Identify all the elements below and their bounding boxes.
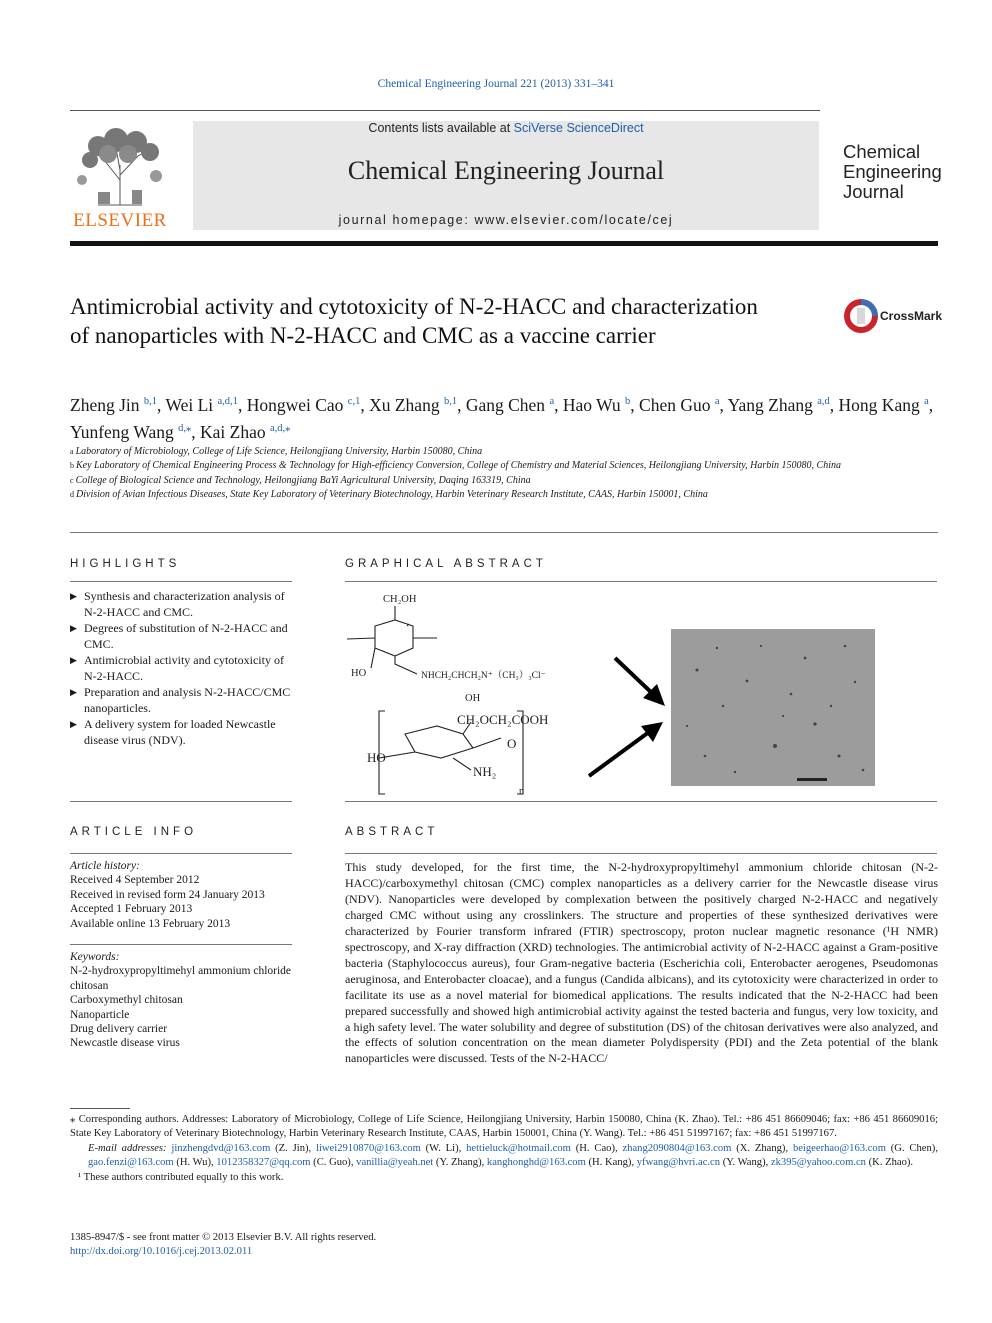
affiliation: $^d$ Division of Avian Infectious Diseases, State Key Laboratory of Veterinary Biotechnology, Harbin Veterinary Research Institute, CAAS, Harbin 150001, China bbox=[70, 489, 708, 501]
corresponding-note: ⁎ Corresponding authors. Addresses: Laboratory of Microbiology, College of Life Science, Heilongjiang University, Harbin 150080, China (K. Zhao). Tel.: +86 451 86609046; fax: +86 451 86609016; State Key Laboratory of Veterinary Biotechnology, Harbin Veterinary Research Institute, CAAS, Harbin 150001, China (Y. Wang). Tel.: +86 451 51997167; fax: +86 451 51997167. bbox=[70, 1114, 938, 1140]
nh2-label: NH₂ bbox=[473, 764, 497, 779]
header-rule bbox=[70, 110, 820, 111]
divider bbox=[70, 581, 292, 582]
abstract-text: This study developed, for the first time, the N-2-hydroxypropyltimehyl ammonium chloride chitosan (N-2-HACC)/carboxymethyl chitosan (CMC) complex nanoparticles as a delivery carrier for the Newcastle disease virus (NDV). Nanoparticles were developed by complexation between the positively charged N-2-HACC and negatively charged CMC without using any crosslinkers. The structure and properties of these synthesized derivatives were characterized by Fourier transform infrared (FTIR) spectroscopy, proton nuclear magnetic resonance (¹H NMR) spectroscopy, and X-ray diffraction (XRD) technologies. The antimicrobial activity of N-2-HACC against a Gram-positive bacteria (Staphylococcus aureus), four Gram-negative bacteria (Escherichia coli, Enterobacter aerogenes, Pseudomonas aeruginosa, and Enterobacter cloacae), and a fungus (Candida albicans), and its cytotoxicity were characterized in order to facilitate its use as a novel material for biomedical applications. The results indicated that the N-2-HACC had been prepared successfully and showed high antimicrobial activity against the tested bacteria and fungus, very low toxicity, and a high safety level. The water solubility and degree of substitution (DS) of the chitosan derivatives were also analyzed, and the effects of solution concentration on the mean diameter Polydispersity (PDI) and the Zeta potential of the blank nanoparticles were discussed. Tests of the N-2-HACC/ bbox=[345, 860, 938, 1066]
article-history bbox=[70, 859, 294, 931]
author[interactable]: Chen Guo $^a$ bbox=[639, 394, 720, 415]
author[interactable]: Yang Zhang $^{a,d}$ bbox=[727, 394, 830, 415]
n-label: n bbox=[519, 786, 524, 797]
crossmark-label[interactable]: CrossMark bbox=[880, 309, 943, 323]
doi-link[interactable]: http://dx.doi.org/10.1016/j.cej.2013.02.011 bbox=[70, 1246, 253, 1258]
sciencedirect-link[interactable]: SciVerse ScienceDirect bbox=[513, 121, 644, 135]
journal-homepage-link[interactable]: journal homepage: www.elsevier.com/locate/cej bbox=[338, 213, 674, 227]
journal-name: Chemical Engineering Journal bbox=[347, 156, 665, 185]
highlight-item: ▶ Preparation and analysis N-2-HACC/CMC nanoparticles. bbox=[70, 685, 294, 717]
history-label: Article history: bbox=[70, 860, 140, 872]
issn-block bbox=[70, 1231, 376, 1260]
elsevier-wordmark: ELSEVIER bbox=[73, 210, 167, 231]
footnote-rule bbox=[70, 1108, 130, 1109]
molecule-structures bbox=[347, 606, 523, 794]
issn-line: 1385-8947/$ - see front matter © 2013 Elsevier B.V. All rights reserved. bbox=[70, 1232, 377, 1243]
history-item: Accepted 1 February 2013 bbox=[70, 903, 193, 916]
email-link[interactable]: zhang2090804@163.com bbox=[622, 1142, 732, 1154]
author[interactable]: Hong Kang $^a$ bbox=[838, 394, 929, 415]
author[interactable]: Wei Li $^{a,d,1}$ bbox=[165, 394, 238, 415]
author[interactable]: Yunfeng Wang $^{d,⁎}$ bbox=[70, 421, 192, 442]
keywords bbox=[70, 950, 294, 1051]
keyword: Drug delivery carrier bbox=[70, 1023, 168, 1036]
ho-label: HO bbox=[351, 668, 367, 679]
highlight-item: ▶ A delivery system for loaded Newcastle disease virus (NDV). bbox=[70, 717, 294, 749]
email-link[interactable]: kanghonghd@163.com bbox=[486, 1157, 586, 1169]
journal-citation[interactable]: Chemical Engineering Journal 221 (2013) 331–341 bbox=[377, 78, 615, 90]
history-item: Received 4 September 2012 bbox=[70, 874, 200, 887]
tem-micrograph bbox=[671, 629, 875, 786]
cover-line: Engineering bbox=[843, 161, 942, 182]
divider bbox=[345, 581, 937, 582]
ch2och2cooh-label: CH₂OCH₂COOH bbox=[457, 712, 549, 727]
ho-label: HO bbox=[367, 750, 386, 765]
header-thick-rule bbox=[70, 241, 938, 246]
author-list: Zheng Jin $^{b,1}$, Wei Li $^{a,d,1}$, Hongwei Cao $^{c,1}$, Xu Zhang $^{b,1}$, Gang Chen $^a$, Hao Wu $^b$, Chen Guo $^a$, Yang Zhang $^{a,d}$, Hong Kang $^a$, Yunfeng Wang $^{d,⁎}$, Kai Zhao $^{a,d,⁎}$ bbox=[70, 394, 934, 442]
keyword: Carboxymethyl chitosan bbox=[70, 994, 183, 1007]
equal-contribution-note: ¹ These authors contributed equally to this work. bbox=[78, 1171, 284, 1183]
oh-label: OH bbox=[465, 693, 481, 704]
affiliations bbox=[70, 445, 938, 503]
cover-line: Journal bbox=[843, 181, 904, 202]
keyword: Newcastle disease virus bbox=[70, 1037, 180, 1050]
divider bbox=[70, 532, 938, 533]
author[interactable]: Zheng Jin $^{b,1}$ bbox=[70, 394, 158, 415]
email-link[interactable]: beigeerhao@163.com bbox=[792, 1142, 886, 1154]
affiliation: $^b$ Key Laboratory of Chemical Engineering Process & Technology for High-efficiency Conversion, College of Chemistry and Material Sciences, Heilongjiang University, Harbin 150080, China bbox=[70, 460, 841, 472]
crossmark-icon bbox=[843, 297, 879, 335]
highlight-item: ▶ Antimicrobial activity and cytotoxicity of N-2-HACC. bbox=[70, 653, 294, 685]
ch2oh-label: CH₂OH bbox=[383, 594, 417, 605]
article-title: Antimicrobial activity and cytotoxicity of N-2-HACC and characterization of nanoparticles with N-2-HACC and CMC as a vaccine carrier bbox=[70, 294, 758, 348]
divider bbox=[70, 944, 292, 945]
affiliation: $^c$ College of Biological Science and Technology, Heilongjiang BaYi Agricultural University, Daqing 163319, China bbox=[70, 474, 531, 486]
author[interactable]: Gang Chen $^a$ bbox=[465, 394, 555, 415]
contents-line bbox=[193, 121, 819, 135]
divider bbox=[345, 801, 937, 802]
email-link[interactable]: yfwang@hvri.ac.cn bbox=[636, 1157, 721, 1169]
elsevier-logo[interactable] bbox=[68, 120, 172, 232]
email-link[interactable]: zk395@yahoo.com.cn bbox=[770, 1157, 866, 1169]
author[interactable]: Hongwei Cao $^{c,1}$ bbox=[246, 394, 361, 415]
graphical-abstract-figure[interactable] bbox=[345, 586, 937, 798]
email-link[interactable]: 1012358327@qq.com bbox=[216, 1157, 311, 1169]
history-item: Received in revised form 24 January 2013 bbox=[70, 888, 265, 901]
o-link-label: O bbox=[507, 736, 517, 751]
author[interactable]: Kai Zhao $^{a,d,⁎}$ bbox=[200, 421, 291, 442]
journal-cover-title[interactable] bbox=[843, 142, 953, 202]
highlights-list bbox=[70, 589, 294, 749]
email-link[interactable]: gao.fenzi@163.com bbox=[88, 1157, 174, 1169]
email-link[interactable]: liwei2910870@163.com bbox=[316, 1142, 421, 1154]
highlight-item: ▶ Synthesis and characterization analysis of N-2-HACC and CMC. bbox=[70, 589, 294, 621]
author[interactable]: Hao Wu $^b$ bbox=[562, 394, 631, 415]
email-addresses: E-mail addresses: jinzhengdvd@163.com (Z. Jin), liwei2910870@163.com (W. Li), hettieluck@hotmail.com (H. Cao), zhang2090804@163.com (X. Zhang), beigeerhao@163.com (G. Chen), gao.fenzi@163.com (H. Wu), 1012358327@qq.com (C. Guo), vanillia@yeah.net (Y. Zhang), kanghonghd@163.com (H. Kang), yfwang@hvri.ac.cn (Y. Wang), zk395@yahoo.com.cn (K. Zhao). bbox=[88, 1142, 938, 1169]
highlights-heading: HIGHLIGHTS bbox=[70, 558, 181, 570]
email-link[interactable]: jinzhengdvd@163.com bbox=[171, 1142, 271, 1154]
affiliation: $^a$ Laboratory of Microbiology, College of Life Science, Heilongjiang University, Harbin 150080, China bbox=[70, 446, 483, 457]
contents-prefix: Contents lists available at bbox=[368, 121, 514, 135]
email-link[interactable]: vanillia@yeah.net bbox=[356, 1157, 434, 1169]
highlight-item: ▶ Degrees of substitution of N-2-HACC and CMC. bbox=[70, 621, 294, 653]
graphical-abstract-heading: GRAPHICAL ABSTRACT bbox=[345, 558, 547, 570]
email-label: E-mail addresses: bbox=[88, 1142, 167, 1154]
article-info-heading: ARTICLE INFO bbox=[70, 826, 198, 838]
arrow-icon bbox=[589, 658, 665, 776]
cover-line: Chemical bbox=[843, 141, 921, 162]
footnotes bbox=[70, 1113, 938, 1185]
keywords-label: Keywords: bbox=[70, 951, 120, 963]
divider bbox=[70, 853, 292, 854]
author[interactable]: Xu Zhang $^{b,1}$ bbox=[369, 394, 458, 415]
divider bbox=[345, 853, 937, 854]
abstract-heading: ABSTRACT bbox=[345, 826, 439, 838]
history-item: Available online 13 February 2013 bbox=[70, 917, 231, 930]
email-link[interactable]: hettieluck@hotmail.com bbox=[466, 1142, 571, 1154]
keyword: N-2-hydroxypropyltimehyl ammonium chloride chitosan bbox=[70, 965, 292, 992]
keyword: Nanoparticle bbox=[70, 1008, 130, 1021]
side-chain-label: NHCH₂CHCH₂N⁺（CH₃）₃Cl⁻ bbox=[421, 671, 546, 681]
divider bbox=[70, 801, 292, 802]
